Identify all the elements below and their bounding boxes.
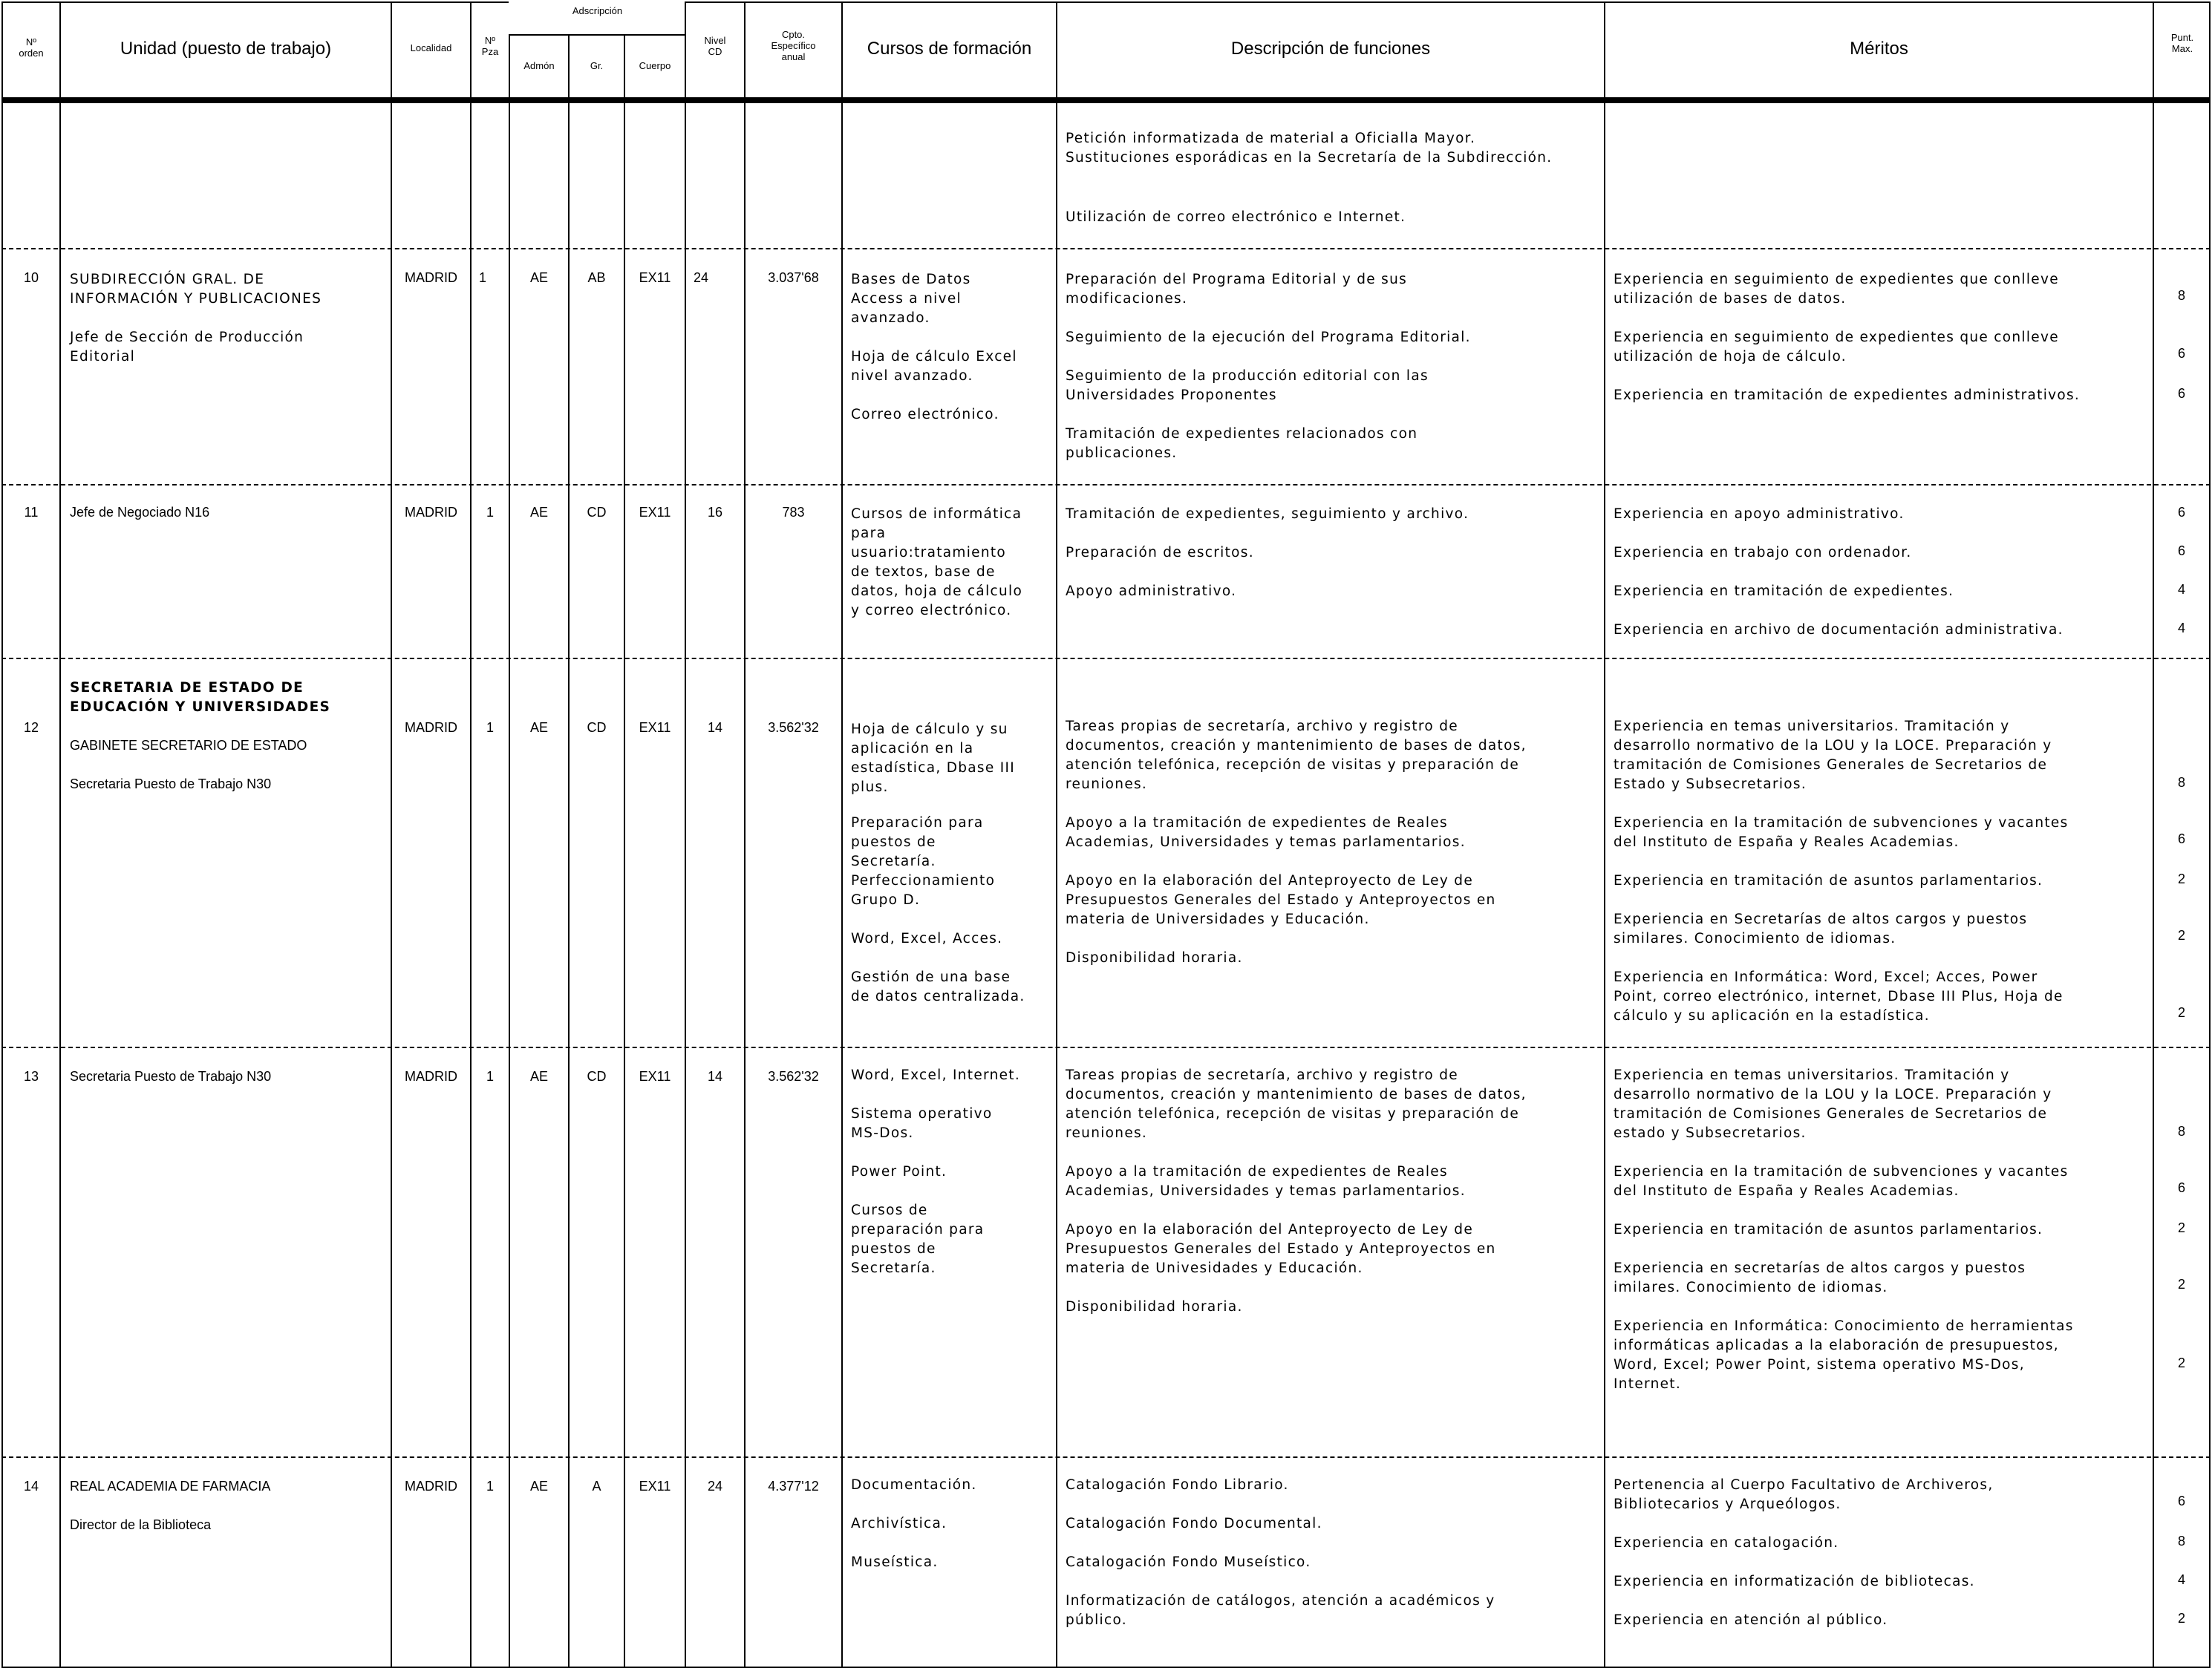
header-unidad: Unidad (puesto de trabajo) [120, 39, 332, 59]
curso-text: Bases de Datos Access a nivel avanzado. [851, 272, 971, 326]
unidad-puesto: Jefe de Sección de Producción Editorial [70, 330, 304, 364]
pza-cell: 1 [486, 505, 494, 520]
header-meritos: Méritos [1850, 39, 1908, 59]
funcion-text: Tramitación de expedientes relacionados con publicaciones. [1066, 426, 1418, 461]
merito-points: 6 [2177, 1180, 2185, 1195]
funcion-text: Seguimiento de la producción editorial con las Universidades Proponentes [1066, 368, 1429, 403]
funcion-text: Catalogación Fondo Museístico. [1066, 1554, 1311, 1570]
gr-cell: CD [587, 505, 607, 520]
funcion-text: Disponibilidad horaria. [1066, 950, 1243, 966]
curso-text: Word, Excel, Internet. [851, 1067, 1021, 1083]
unidad-gabinete: REAL ACADEMIA DE FARMACIA [70, 1479, 271, 1494]
merito-points: 8 [2177, 1124, 2185, 1139]
header-cpto: Cpto. Específico anual [771, 29, 816, 62]
header-rule [1, 97, 2211, 103]
merito-points: 4 [2177, 621, 2185, 635]
merito-text: Experiencia en seguimiento de expedientes que conlleve utilización de hoja de cálculo. [1614, 330, 2059, 364]
curso-text: Correo electrónico. [851, 407, 999, 422]
funcion-text: Tareas propias de secretaría, archivo y registro de documentos, creación y mantenimiento de bases de datos, atención telefónica, recepción de visitas y preparación de reuniones. [1066, 719, 1527, 792]
row-separator [1, 248, 2211, 249]
pza-cell: 1 [486, 720, 494, 735]
merito-text: Experiencia en trabajo con ordenador. [1614, 545, 1912, 560]
merito-text: Experiencia en tramitación de asuntos parlamentarios. [1614, 873, 2043, 889]
pza-cell: 1 [486, 1069, 494, 1084]
merito-points: 6 [2177, 1494, 2185, 1508]
merito-points: 2 [2177, 1611, 2185, 1626]
unidad-gabinete: GABINETE SECRETARIO DE ESTADO [70, 738, 307, 753]
col-line [391, 1, 392, 1668]
curso-text: Archivística. [851, 1516, 947, 1531]
cuerpo-cell: EX11 [639, 1479, 671, 1494]
nivel-cell: 24 [707, 1479, 723, 1494]
merito-points: 8 [2177, 288, 2185, 303]
unidad-puesto: Director de la Biblioteca [70, 1517, 212, 1532]
gr-cell: A [592, 1479, 601, 1494]
col-line [744, 1, 746, 1668]
curso-text: Hoja de cálculo y su aplicación en la estadística, Dbase III plus. [851, 722, 1015, 795]
merito-text: Experiencia en temas universitarios. Tramitación y desarrollo normativo de la LOU y la LOCE. Preparación y tramitación de Comisiones Generales de Secretarios de estado y Subsecretarios. [1614, 1067, 2052, 1141]
col-line [624, 1, 625, 1668]
merito-points: 2 [2177, 1277, 2185, 1292]
curso-text: Museística. [851, 1554, 939, 1570]
header-admon: Admón [523, 60, 555, 71]
funcion-text: Apoyo a la tramitación de expedientes de Reales Academias, Universidades y temas parlamentarios. [1066, 1164, 1466, 1199]
merito-text: Pertenencia al Cuerpo Facultativo de Archiveros, Bibliotecarios y Arqueólogos. [1614, 1477, 1994, 1512]
funcion-text: Apoyo en la elaboración del Anteproyecto de Ley de Presupuestos Generales del Estado y Anteproyectos en materia de Universidades y Educación. [1066, 873, 1496, 927]
merito-text: Experiencia en apoyo administrativo. [1614, 506, 1905, 522]
merito-text: Experiencia en tramitación de asuntos parlamentarios. [1614, 1222, 2043, 1237]
funcion-text: Apoyo a la tramitación de expedientes de Reales Academias, Universidades y temas parlamentarios. [1066, 815, 1466, 850]
header-orden: Nº orden [19, 36, 44, 59]
merito-text: Experiencia en archivo de documentación administrativa. [1614, 622, 2063, 638]
funcion-text: Seguimiento de la ejecución del Programa Editorial. [1066, 330, 1471, 345]
header-nivel: Nivel CD [704, 35, 726, 57]
funcion-text: Catalogación Fondo Documental. [1066, 1516, 1322, 1531]
localidad-cell: MADRID [405, 505, 457, 520]
funcion-text: Preparación del Programa Editorial y de sus modificaciones. [1066, 272, 1408, 307]
merito-text: Experiencia en Informática: Word, Excel; Acces, Power Point, correo electrónico, internet, Dbase III Plus, Hoja de cálculo y su aplicación en la estadística. [1614, 969, 2063, 1024]
localidad-cell: MADRID [405, 270, 457, 285]
curso-text: Preparación para puestos de Secretaría. Perfeccionamiento Grupo D. [851, 815, 996, 908]
funcion-text: Petición informatizada de material a Oficialla Mayor. Sustituciones esporádicas en la Secretaría de la Subdirección. [1066, 131, 1553, 166]
merito-text: Experiencia en informatización de bibliotecas. [1614, 1574, 1975, 1589]
header-gr: Gr. [590, 60, 604, 71]
cuerpo-cell: EX11 [639, 720, 671, 735]
funcion-text: Informatización de catálogos, atención a académicos y público. [1066, 1593, 1495, 1628]
col-line [841, 1, 843, 1668]
merito-text: Experiencia en Secretarías de altos cargos y puestos similares. Conocimiento de idiomas. [1614, 912, 2028, 946]
cpto-cell: 3.037'68 [768, 270, 819, 285]
nivel-cell: 14 [707, 1069, 723, 1084]
curso-text: Power Point. [851, 1164, 947, 1180]
merito-text: Experiencia en temas universitarios. Tramitación y desarrollo normativo de la LOU y la LOCE. Preparación y tramitación de Comisiones Generales de Secretarios de Estado y Subsecretarios. [1614, 719, 2052, 792]
orden-cell: 14 [23, 1479, 39, 1494]
admon-cell: AE [529, 1479, 548, 1494]
merito-points: 6 [2177, 543, 2185, 558]
header-cursos: Cursos de formación [867, 39, 1032, 59]
cuerpo-cell: EX11 [639, 505, 671, 520]
merito-text: Experiencia en catalogación. [1614, 1535, 1839, 1551]
row-separator [1, 658, 2211, 659]
funcion-text: Tareas propias de secretaría, archivo y registro de documentos, creación y mantenimiento de bases de datos, atención telefónica, recepción de visitas y preparación de reuniones. [1066, 1067, 1527, 1141]
admon-cell: AE [529, 270, 548, 285]
col-line [509, 1, 510, 1668]
gr-cell: CD [587, 1069, 607, 1084]
unidad-puesto: Secretaria Puesto de Trabajo N30 [70, 1069, 272, 1084]
orden-cell: 13 [23, 1069, 39, 1084]
curso-text: Sistema operativo MS-Dos. [851, 1106, 993, 1141]
col-line [470, 1, 472, 1668]
merito-points: 6 [2177, 831, 2185, 846]
row-separator [1, 484, 2211, 485]
merito-points: 2 [2177, 1356, 2185, 1370]
localidad-cell: MADRID [405, 720, 457, 735]
merito-points: 6 [2177, 386, 2185, 401]
merito-text: Experiencia en seguimiento de expedientes que conlleve utilización de bases de datos. [1614, 272, 2059, 307]
cuerpo-cell: EX11 [639, 270, 671, 285]
merito-points: 2 [2177, 928, 2185, 943]
unidad-puesto: Secretaria Puesto de Trabajo N30 [70, 776, 272, 791]
funcion-text: Catalogación Fondo Librario. [1066, 1477, 1289, 1493]
header-pza: Nº Pza [481, 35, 499, 57]
header-funciones: Descripción de funciones [1230, 39, 1431, 59]
header-localidad: Localidad [410, 42, 452, 53]
adscripcion-divider [509, 34, 685, 36]
merito-text: Experiencia en atención al público. [1614, 1612, 1888, 1628]
merito-points: 6 [2177, 505, 2185, 520]
cpto-cell: 3.562'32 [768, 1069, 819, 1084]
funcion-text: Tramitación de expedientes, seguimiento y archivo. [1066, 506, 1469, 522]
nivel-cell: 14 [707, 720, 723, 735]
merito-text: Experiencia en la tramitación de subvenciones y vacantes del Instituto de España y Reales Academias. [1614, 815, 2069, 850]
col-line [1056, 1, 1057, 1668]
col-line [1604, 1, 1605, 1668]
nivel-cell: 16 [707, 505, 723, 520]
merito-points: 2 [2177, 872, 2185, 886]
funcion-text: Apoyo administrativo. [1066, 583, 1237, 599]
col-line [685, 1, 686, 1668]
admon-cell: AE [529, 720, 548, 735]
gr-cell: CD [587, 720, 607, 735]
header-punt: Punt. Max. [2170, 32, 2194, 54]
col-line [2153, 1, 2154, 1668]
cpto-cell: 783 [782, 505, 805, 520]
merito-points: 6 [2177, 346, 2185, 361]
header-cuerpo: Cuerpo [639, 60, 671, 71]
gr-cell: AB [587, 270, 606, 285]
orden-cell: 11 [24, 505, 39, 520]
curso-text: Documentación. [851, 1477, 977, 1493]
row-separator [1, 1047, 2211, 1048]
merito-points: 8 [2177, 775, 2185, 790]
pza-cell: 1 [479, 270, 487, 285]
pza-cell: 1 [486, 1479, 494, 1494]
merito-text: Experiencia en Informática: Conocimiento de herramientas informáticas aplicadas a la elaboración de presupuestos, Word, Excel; Power Point, sistema operativo MS-Dos, Internet. [1614, 1318, 2074, 1392]
funcion-text: Preparación de escritos. [1066, 545, 1254, 560]
merito-points: 2 [2177, 1220, 2185, 1235]
unidad-org: SUBDIRECCIÓN GRAL. DE INFORMACIÓN Y PUBLICACIONES [70, 272, 322, 307]
cpto-cell: 4.377'12 [768, 1479, 819, 1494]
col-line [59, 1, 61, 1668]
merito-text: Experiencia en secretarías de altos cargos y puestos imilares. Conocimiento de idiomas. [1614, 1260, 2026, 1295]
curso-text: Cursos de preparación para puestos de Secretaría. [851, 1203, 985, 1276]
curso-text: Hoja de cálculo Excel nivel avanzado. [851, 349, 1017, 384]
unidad-org: SECRETARIA DE ESTADO DE EDUCACIÓN Y UNIVERSIDADES [70, 680, 331, 715]
merito-text: Experiencia en la tramitación de subvenciones y vacantes del Instituto de España y Reales Academias. [1614, 1164, 2069, 1199]
merito-points: 2 [2177, 1005, 2185, 1020]
cpto-cell: 3.562'32 [768, 720, 819, 735]
col-line [568, 1, 570, 1668]
admon-cell: AE [529, 505, 548, 520]
funcion-text: Apoyo en la elaboración del Anteproyecto de Ley de Presupuestos Generales del Estado y Anteproyectos en materia de Univesidades y Educación. [1066, 1222, 1496, 1276]
header-adscripcion: Adscripción [572, 5, 623, 16]
merito-text: Experiencia en tramitación de expedientes administrativos. [1614, 387, 2081, 403]
curso-text: Word, Excel, Acces. [851, 931, 1003, 946]
merito-points: 4 [2177, 1572, 2185, 1587]
merito-points: 8 [2177, 1534, 2185, 1549]
funcion-text: Utilización de correo electrónico e Internet. [1066, 209, 1406, 225]
nivel-cell: 24 [694, 270, 709, 285]
row-separator [1, 1456, 2211, 1458]
localidad-cell: MADRID [405, 1479, 457, 1494]
cuerpo-cell: EX11 [639, 1069, 671, 1084]
curso-text: Gestión de una base de datos centralizada. [851, 969, 1025, 1004]
orden-cell: 10 [23, 270, 39, 285]
admon-cell: AE [529, 1069, 548, 1084]
localidad-cell: MADRID [405, 1069, 457, 1084]
merito-text: Experiencia en tramitación de expedientes. [1614, 583, 1954, 599]
curso-text: Cursos de informática para usuario:tratamiento de textos, base de datos, hoja de cálculo y correo electrónico. [851, 506, 1023, 618]
funcion-text: Disponibilidad horaria. [1066, 1299, 1243, 1315]
orden-cell: 12 [23, 720, 39, 735]
unidad-puesto: Jefe de Negociado N16 [70, 505, 210, 520]
merito-points: 4 [2177, 582, 2185, 597]
